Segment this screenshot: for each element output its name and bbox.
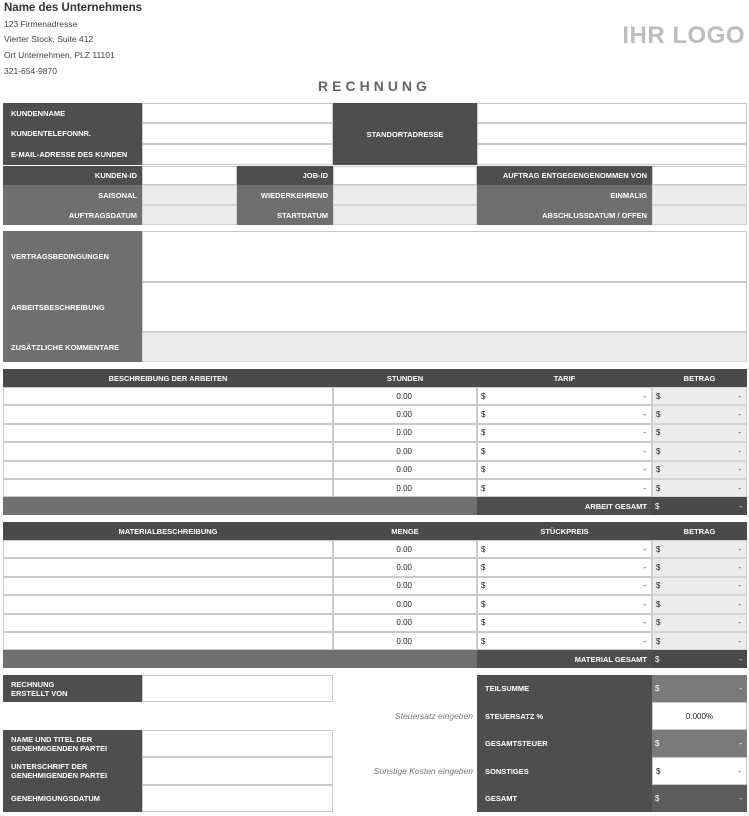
invoice-title: RECHNUNG — [318, 78, 431, 94]
labor-row-amount: $ - — [652, 405, 747, 423]
approver-signature-field[interactable] — [142, 757, 333, 785]
material-total-label: MATERIAL GESAMT — [477, 650, 652, 668]
site-address-line-2[interactable] — [477, 123, 747, 144]
material-row-amount: $ - — [652, 595, 747, 613]
recurring-label: WIEDERKEHREND — [237, 185, 333, 205]
material-header-rate: STÜCKPREIS — [477, 522, 652, 540]
labor-row-description[interactable] — [3, 387, 333, 405]
end-date-label: ABSCHLUSSDATUM / OFFEN — [477, 205, 652, 225]
material-header-amount: BETRAG — [652, 522, 747, 540]
customer-name-field[interactable] — [142, 103, 333, 123]
labor-row-rate[interactable]: $ - — [477, 479, 652, 497]
labor-row-description[interactable] — [3, 479, 333, 497]
approver-signature-label: UNTERSCHRIFT DER GENEHMIGENDEN PARTEI — [3, 757, 142, 785]
material-row-description[interactable] — [3, 614, 333, 632]
contract-terms-field[interactable] — [142, 231, 747, 282]
one-time-field[interactable] — [652, 185, 747, 205]
labor-row-rate[interactable]: $ - — [477, 387, 652, 405]
labor-row-amount: $ - — [652, 442, 747, 460]
contract-terms-label: VERTRAGSBEDINGUNGEN — [3, 231, 142, 282]
labor-row-description[interactable] — [3, 461, 333, 479]
company-address-line-2: Vierter Stock, Suite 412 — [4, 34, 94, 44]
material-row-quantity[interactable]: 0.00 — [333, 540, 477, 558]
tax-rate-label: STEUERSATZ % — [477, 702, 652, 730]
labor-row-amount: $ - — [652, 387, 747, 405]
labor-row-quantity[interactable]: 0.00 — [333, 424, 477, 442]
material-row-rate[interactable]: $ - — [477, 632, 652, 650]
labor-row-amount: $ - — [652, 479, 747, 497]
material-row-quantity[interactable]: 0.00 — [333, 558, 477, 576]
start-date-label: STARTDATUM — [237, 205, 333, 225]
comments-label: ZUSÄTZLICHE KOMMENTARE — [3, 332, 142, 362]
labor-row-rate[interactable]: $ - — [477, 461, 652, 479]
logo-placeholder: IHR LOGO — [622, 22, 745, 49]
tax-rate-field[interactable]: 0.000% — [652, 702, 747, 730]
job-id-field[interactable] — [333, 166, 477, 185]
customer-phone-field[interactable] — [142, 123, 333, 144]
approval-date-label: GENEHMIGUNGSDATUM — [3, 785, 142, 812]
labor-row-quantity[interactable]: 0.00 — [333, 387, 477, 405]
start-date-field[interactable] — [333, 205, 477, 225]
customer-id-label: KUNDEN-ID — [3, 166, 142, 185]
material-row-amount: $ - — [652, 577, 747, 595]
subtotal-label: TEILSUMME — [477, 675, 652, 702]
labor-header-description: BESCHREIBUNG DER ARBEITEN — [3, 369, 333, 387]
comments-field[interactable] — [142, 332, 747, 362]
material-header-quantity: MENGE — [333, 522, 477, 540]
approver-name-field[interactable] — [142, 730, 333, 757]
labor-row-quantity[interactable]: 0.00 — [333, 405, 477, 423]
labor-header-rate: TARIF — [477, 369, 652, 387]
labor-row-description[interactable] — [3, 405, 333, 423]
labor-total-label: ARBEIT GESAMT — [477, 497, 652, 515]
labor-header-amount: BETRAG — [652, 369, 747, 387]
work-description-label: ARBEITSBESCHREIBUNG — [3, 282, 142, 332]
labor-row-amount: $ - — [652, 424, 747, 442]
one-time-label: EINMALIG — [477, 185, 652, 205]
material-row-description[interactable] — [3, 632, 333, 650]
material-header-description: MATERIALBESCHREIBUNG — [3, 522, 333, 540]
site-address-line-3[interactable] — [477, 144, 747, 165]
grand-total-label: GESAMT — [477, 785, 652, 812]
labor-row-quantity[interactable]: 0.00 — [333, 442, 477, 460]
site-address-label: STANDORTADRESSE — [333, 103, 477, 165]
company-name: Name des Unternehmens — [4, 2, 143, 14]
company-phone: 321-654-9870 — [4, 66, 57, 76]
job-id-label: JOB-ID — [237, 166, 333, 185]
labor-row-amount: $ - — [652, 461, 747, 479]
other-costs-hint: Sonstige Kosten eingeben — [373, 766, 473, 776]
recurring-field[interactable] — [333, 185, 477, 205]
material-row-description[interactable] — [3, 558, 333, 576]
material-row-rate[interactable]: $ - — [477, 614, 652, 632]
material-row-amount: $ - — [652, 558, 747, 576]
approval-date-field[interactable] — [142, 785, 333, 812]
material-row-quantity[interactable]: 0.00 — [333, 595, 477, 613]
tax-rate-hint: Steuersatz eingeben — [395, 710, 473, 721]
customer-id-field[interactable] — [142, 166, 237, 185]
customer-phone-label: KUNDENTELEFONNR. — [3, 123, 142, 144]
approver-name-label: NAME UND TITEL DER GENEHMIGENDEN PARTEI — [3, 730, 142, 757]
created-by-field[interactable] — [142, 675, 333, 702]
total-tax-value: $ - — [652, 730, 747, 757]
labor-row-rate[interactable]: $ - — [477, 405, 652, 423]
customer-email-field[interactable] — [142, 144, 333, 165]
material-row-amount: $ - — [652, 614, 747, 632]
labor-total-spacer — [3, 497, 477, 515]
material-row-description[interactable] — [3, 577, 333, 595]
end-date-field[interactable] — [652, 205, 747, 225]
labor-row-rate[interactable]: $ - — [477, 424, 652, 442]
labor-total-value: $ - — [652, 497, 747, 515]
labor-header-quantity: STUNDEN — [333, 369, 477, 387]
customer-email-label: E-MAIL-ADRESSE DES KUNDEN — [3, 144, 142, 165]
work-description-field[interactable] — [142, 282, 747, 332]
seasonal-field[interactable] — [142, 185, 237, 205]
material-total-value: $ - — [652, 650, 747, 668]
order-date-field[interactable] — [142, 205, 237, 225]
material-row-description[interactable] — [3, 595, 333, 613]
other-label: SONSTIGES — [477, 757, 652, 785]
material-row-rate[interactable]: $ - — [477, 558, 652, 576]
labor-row-quantity[interactable]: 0.00 — [333, 461, 477, 479]
order-date-label: AUFTRAGSDATUM — [3, 205, 142, 225]
material-row-rate[interactable]: $ - — [477, 577, 652, 595]
grand-total-value: $ - — [652, 785, 747, 812]
seasonal-label: SAISONAL — [3, 185, 142, 205]
labor-row-description[interactable] — [3, 442, 333, 460]
created-by-label: RECHNUNG ERSTELLT VON — [3, 675, 142, 702]
material-row-quantity[interactable]: 0.00 — [333, 632, 477, 650]
material-row-rate[interactable]: $ - — [477, 595, 652, 613]
subtotal-value: $ - — [652, 675, 747, 702]
labor-row-rate[interactable]: $ - — [477, 442, 652, 460]
customer-name-label: KUNDENNAME — [3, 103, 142, 123]
company-address-line-3: Ort Unternehmen, PLZ 11101 — [4, 50, 115, 60]
company-address-line-1: 123 Firmenadresse — [4, 19, 78, 29]
material-row-quantity[interactable]: 0.00 — [333, 614, 477, 632]
order-taken-label: AUFTRAG ENTGEGENGENOMMEN VON — [477, 166, 652, 185]
material-row-description[interactable] — [3, 540, 333, 558]
material-row-rate[interactable]: $ - — [477, 540, 652, 558]
site-address-line-1[interactable] — [477, 103, 747, 123]
material-row-amount: $ - — [652, 632, 747, 650]
material-total-spacer — [3, 650, 477, 668]
material-row-quantity[interactable]: 0.00 — [333, 577, 477, 595]
labor-row-description[interactable] — [3, 424, 333, 442]
material-row-amount: $ - — [652, 540, 747, 558]
order-taken-field[interactable] — [652, 166, 747, 185]
labor-row-quantity[interactable]: 0.00 — [333, 479, 477, 497]
other-field[interactable]: $ - — [652, 757, 747, 785]
total-tax-label: GESAMTSTEUER — [477, 730, 652, 757]
